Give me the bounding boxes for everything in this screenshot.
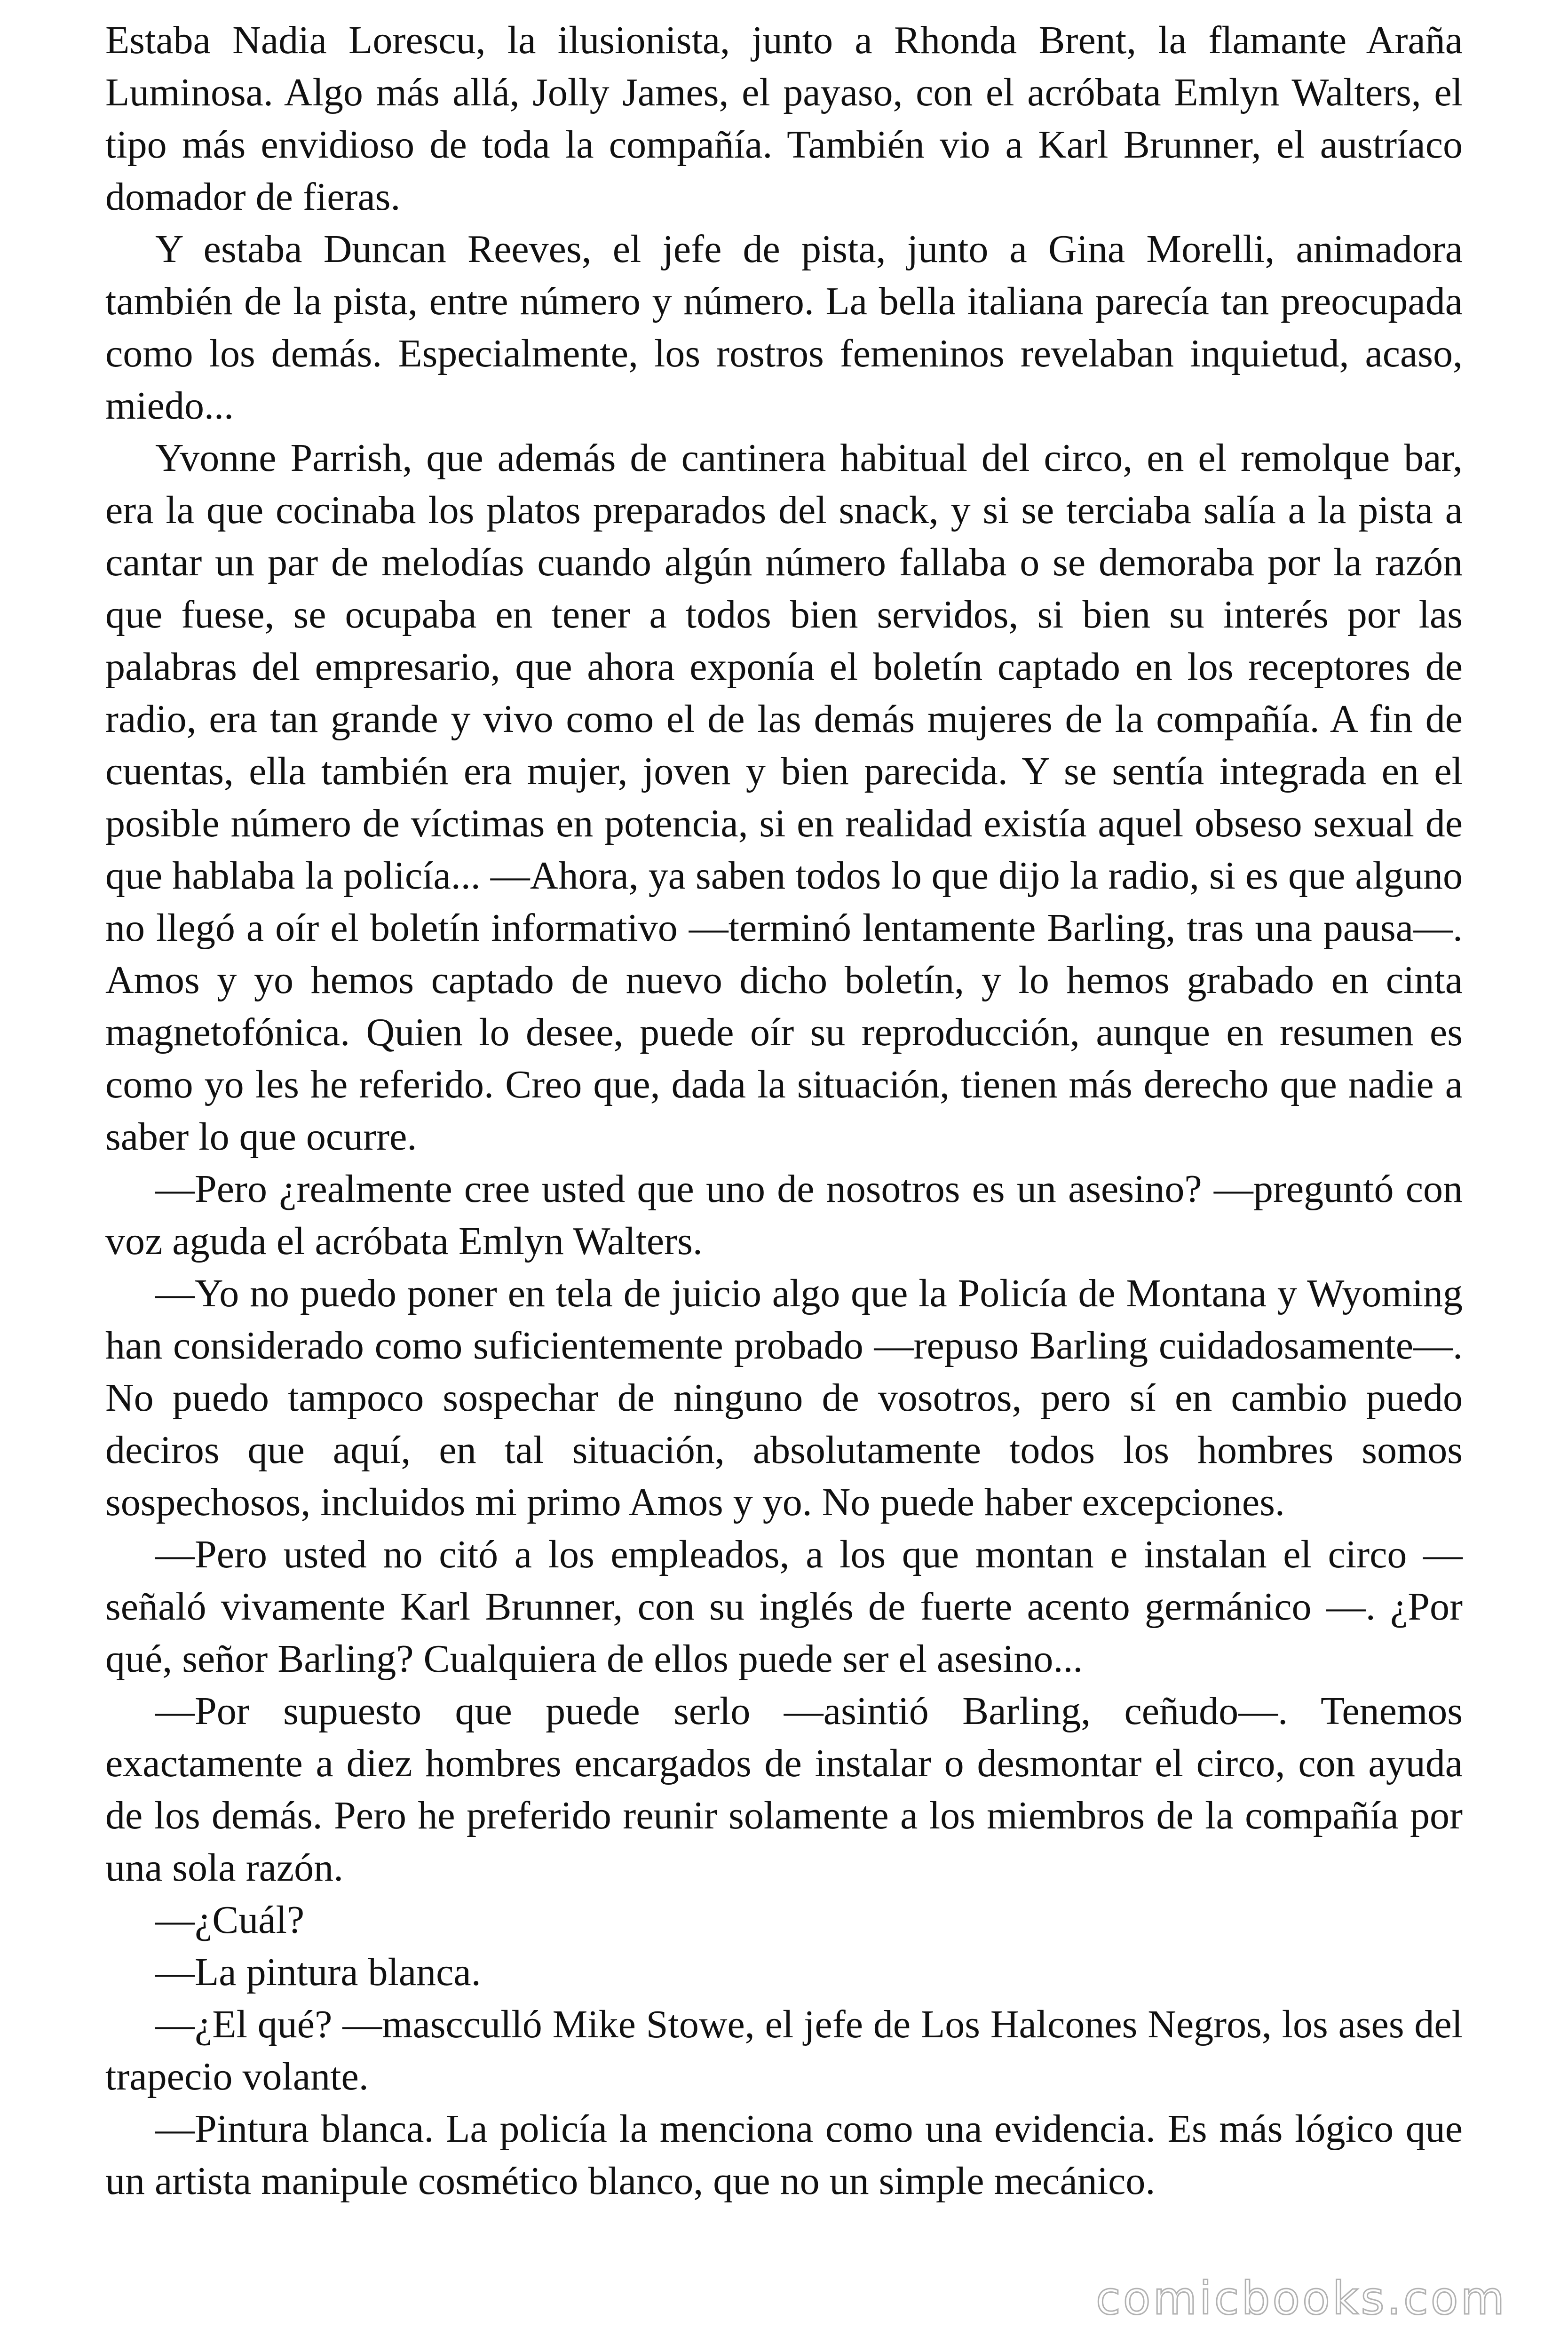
paragraph-11: —Pintura blanca. La policía la menciona como una evidencia. Es más lógico que un artista manipule cosmético blanco, que no un simple mecánico. xyxy=(105,2107,1463,2203)
paragraph-10: —¿El qué? —mascculló Mike Stowe, el jefe de Los Halcones Negros, los ases del trapecio volante. xyxy=(105,2002,1463,2098)
watermark-text: comicbooks.com xyxy=(1095,2272,1507,2325)
paragraph-3: Yvonne Parrish, que además de cantinera habitual del circo, en el remolque bar, era la que cocinaba los platos preparados del snack, y si se terciaba salía a la pista a cantar un par de melodías cuando algún número fallaba o se demoraba por la razón que fuese, se ocupaba en tener a todos bien servidos, si bien su interés por las palabras del empresario, que ahora exponía el boletín captado en los receptores de radio, era tan grande y vivo como el de las demás mujeres de la compañía. A fin de cuentas, ella también era mujer, joven y bien parecida. Y se sentía integrada en el posible número de víctimas en potencia, si en realidad existía aquel obseso sexual de que hablaba la policía... —Ahora, ya saben todos lo que dijo la radio, si es que alguno no llegó a oír el boletín informativo —terminó lentamente Barling, tras una pausa—. Amos y yo hemos captado de nuevo dicho boletín, y lo hemos grabado en cinta magnetofónica. Quien lo desee, puede oír su reproducción, aunque en resumen es como yo les he referido. Creo que, dada la situación, tienen más derecho que nadie a saber lo que ocurre. xyxy=(105,436,1463,1159)
paragraph-7: —Por supuesto que puede serlo —asintió Barling, ceñudo—. Tenemos exactamente a diez hombres encargados de instalar o desmontar el circo, con ayuda de los demás. Pero he preferido reunir solamente a los miembros de la compañía por una sola razón. xyxy=(105,1689,1463,1890)
paragraph-8: —¿Cuál? xyxy=(155,1898,305,1942)
paragraph-4: —Pero ¿realmente cree usted que uno de nosotros es un asesino? —preguntó con voz aguda el acróbata Emlyn Walters. xyxy=(105,1167,1463,1263)
paragraph-9: —La pintura blanca. xyxy=(155,1950,481,1994)
paragraph-5: —Yo no puedo poner en tela de juicio algo que la Policía de Montana y Wyoming han considerado como suficientemente probado —repuso Barling cuidadosamente—. No puedo tampoco sospechar de ninguno de vosotros, pero sí en cambio puedo deciros que aquí, en tal situación, absolutamente todos los hombres somos sospechosos, incluidos mi primo Amos y yo. No puede haber excepciones. xyxy=(105,1271,1463,1524)
paragraph-1: Estaba Nadia Lorescu, la ilusionista, junto a Rhonda Brent, la flamante Araña Luminosa. Algo más allá, Jolly James, el payaso, con el acróbata Emlyn Walters, el tipo más envidioso de toda la compañía. También vio a Karl Brunner, el austríaco domador de fieras. xyxy=(105,18,1463,219)
paragraph-2: Y estaba Duncan Reeves, el jefe de pista, junto a Gina Morelli, animadora también de la pista, entre número y número. La bella italiana parecía tan preocupada como los demás. Especialmente, los rostros femeninos revelaban inquietud, acaso, miedo... xyxy=(105,227,1463,428)
paragraph-6: —Pero usted no citó a los empleados, a los que montan e instalan el circo —señaló vivamente Karl Brunner, con su inglés de fuerte acento germánico —. ¿Por qué, señor Barling? Cualquiera de ellos puede ser el asesino... xyxy=(105,1533,1463,1681)
body-text xyxy=(105,14,1463,2207)
